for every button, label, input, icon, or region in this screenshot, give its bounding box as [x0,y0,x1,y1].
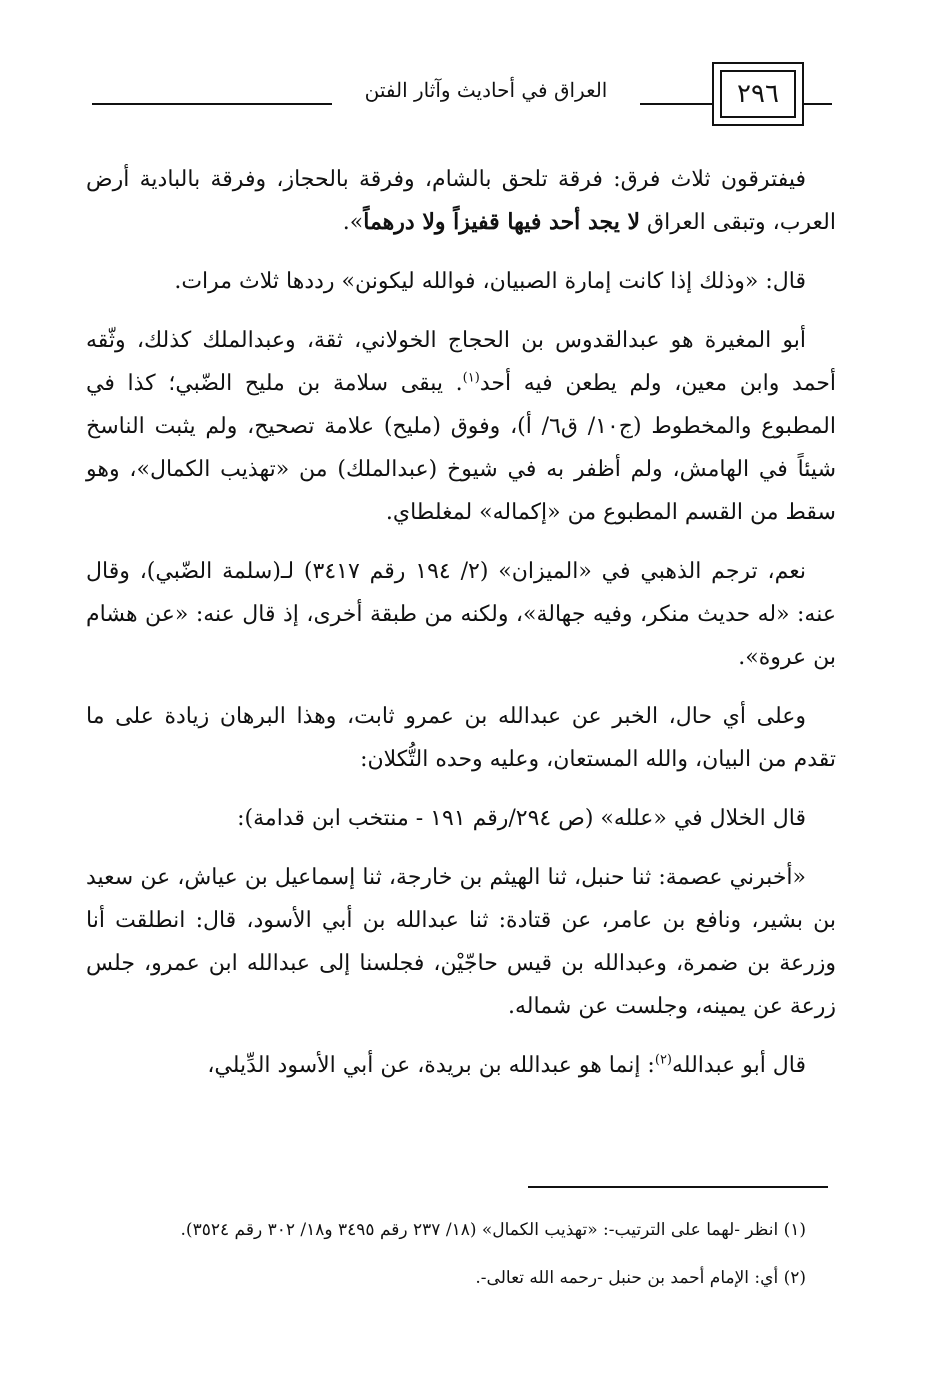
paragraph-8 [86,1044,836,1087]
page-header [92,62,832,132]
paragraph-1-end: ». [342,210,364,235]
page-number: ٢٩٦ [720,70,796,118]
header-rule-right [804,103,832,105]
running-title: العراق في أحاديث وآثار الفتن [364,78,608,102]
paragraph-2: قال: «وذلك إذا كانت إمارة الصبيان، فوالله ليكونن» رددها ثلاث مرات. [174,269,806,294]
paragraph-6: قال الخلال في «علله» (ص ٢٩٤/رقم ١٩١ - منتخب ابن قدامة): [237,806,806,831]
paragraph-3-text-a: أبو المغيرة هو عبدالقدوس بن الحجاج الخولاني، ثقة، وعبدالملك كذلك، وثّقه أحمد وابن معين، ولم يطعن فيه أحد [86,328,836,396]
body-text [86,158,836,1103]
paragraph-1 [86,158,836,244]
paragraph-4: نعم، ترجم الذهبي في «الميزان» (٢/ ١٩٤ رقم ٣٤١٧) لـ(سلمة الضّبي)، وقال عنه: «له حديث منكر، وفيه جهالة»، ولكنه من طبقة أخرى، إذ قال عنه: «عن هشام بن عروة». [86,559,836,670]
footnote-ref-1[interactable]: (١) [462,370,480,386]
page-number-frame [712,62,804,126]
paragraph-8-text-b: : إنما هو عبدالله بن بريدة، عن أبي الأسود الدِّيلي، [207,1053,655,1078]
paragraph-7: «أخبرني عصمة: ثنا حنبل، ثنا الهيثم بن خارجة، ثنا إسماعيل بن عياش، عن سعيد بن بشير، ونافع بن عامر، عن قتادة: ثنا عبدالله بن أبي الأسود، قال: انطلقت أنا وزرعة بن ضمرة، وعبدالله بن قيس حاجّيْن، فجلسنا إلى عبدالله ابن عمرو، جلس زرعة عن يمينه، وجلست عن شماله. [86,865,836,1019]
footnote-separator [528,1186,828,1188]
header-rule-left [92,103,332,105]
paragraph-8-text-a: قال أبو عبدالله [672,1053,806,1078]
footnotes [86,1210,836,1306]
footnote-ref-2[interactable]: (٢) [654,1052,672,1068]
paragraph-1-bold: لا يجد أحد فيها قفيزاً ولا درهماً [363,209,641,235]
footnote-1: (١) انظر -لهما على الترتيب-: «تهذيب الكمال» (١٨/ ٢٣٧ رقم ٣٤٩٥ و١٨/ ٣٠٢ رقم ٣٥٢٤). [180,1220,806,1240]
footnote-2: (٢) أي: الإمام أحمد بن حنبل -رحمه الله تعالى-. [475,1268,806,1288]
paragraph-1-text: فيفترقون ثلاث فرق: فرقة تلحق بالشام، وفرقة بالحجاز، وفرقة بالبادية أرض العرب، وتبقى العراق [86,167,836,235]
header-rule-middle [640,103,712,105]
paragraph-3 [86,319,836,534]
paragraph-3-text-b: . يبقى سلامة بن مليح الضّبي؛ كذا في المطبوع والمخطوط (ج١٠/ ق٦/ أ)، وفوق (مليح) علامة تصحيح، ولم يثبت الناسخ شيئاً في الهامش، ولم أظفر به في شيوخ (عبدالملك) من «تهذيب الكمال»، وهو سقط من القسم المطبوع من «إكماله» لمغلطاي. [86,371,836,525]
paragraph-5: وعلى أي حال، الخبر عن عبدالله بن عمرو ثابت، وهذا البرهان زيادة على ما تقدم من البيان، والله المستعان، وعليه وحده التُّكلان: [86,704,836,772]
